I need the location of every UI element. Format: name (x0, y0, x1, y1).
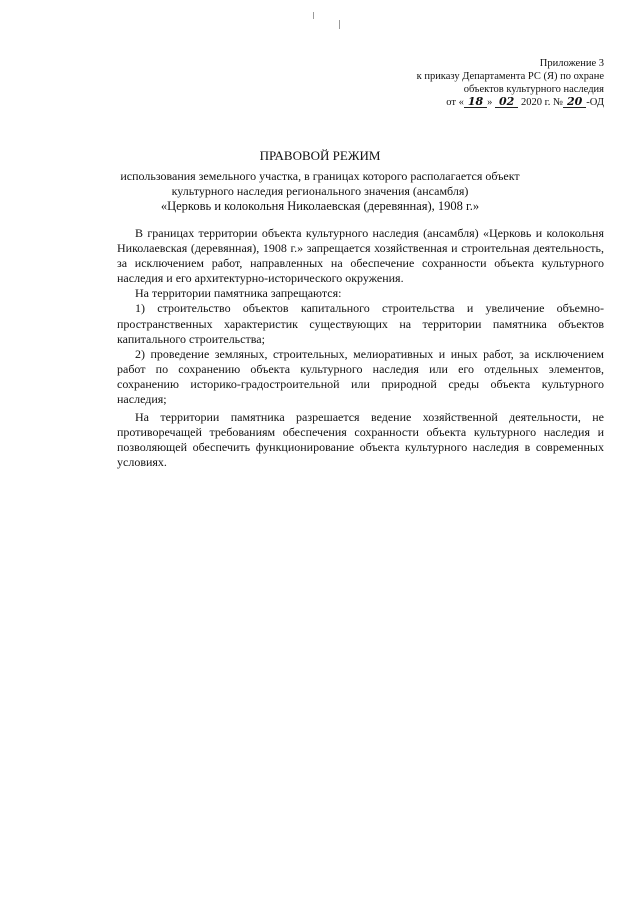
handwritten-month: 02 (495, 96, 518, 108)
order-number-suffix: -ОД (586, 97, 604, 109)
date-year: 2020 г. № (520, 97, 563, 109)
handwritten-order-number: 20 (563, 96, 586, 108)
appendix-date-line (417, 96, 604, 110)
paragraph-boundaries: В границах территории объекта культурного наследия (ансамбля) «Церковь и колокольня Николаевская (деревянная), 1908 г.» запрещается хозяйственная и строительная деятельность, за исключением работ, направленных на обеспечение сохранности объекта культурного наследия и его архитектурно-исторического окружения. (117, 226, 604, 286)
document-subtitle-line-2: культурного наследия регионального значения (ансамбля) (171, 184, 469, 198)
handwritten-day: 18 (464, 96, 487, 108)
paragraph-prohibitions-intro: На территории памятника запрещаются: (135, 286, 342, 301)
document-title: ПРАВОВОЙ РЕЖИМ (259, 148, 381, 163)
appendix-department: объектов культурного наследия (463, 83, 604, 95)
document-body (117, 226, 604, 471)
paragraph-permitted-activity: На территории памятника разрешается ведение хозяйственной деятельности, не противоречащей требованиям обеспечения сохранности объекта культурного наследия и позволяющей обеспечить функционирование объекта культурного наследия в современных условиях. (117, 410, 604, 470)
scan-artifact (313, 12, 314, 19)
appendix-order-reference: к приказу Департамента РС (Я) по охране (416, 70, 604, 82)
document-title-block (60, 148, 580, 214)
monument-name: «Церковь и колокольня Николаевская (деревянная), 1908 г.» (160, 199, 480, 213)
prohibition-item-2: 2) проведение земляных, строительных, мелиоративных и иных работ, за исключением работ по сохранению объекта культурного наследия или его отдельных элементов, сохранению историко-градостроительной или природной среды объекта культурного наследия; (117, 346, 604, 407)
date-month-separator: » (487, 97, 493, 109)
scan-artifact (339, 20, 340, 29)
date-prefix: от « (446, 97, 464, 109)
appendix-number: Приложение 3 (539, 58, 604, 69)
appendix-header (417, 58, 604, 110)
document-subtitle-line-1: использования земельного участка, в границах которого располагается объект (120, 169, 520, 183)
prohibition-item-1: 1) строительство объектов капитального строительства и увеличение объемно-пространственных характеристик существующих на территории памятника объектов капитального строительства; (117, 301, 604, 346)
